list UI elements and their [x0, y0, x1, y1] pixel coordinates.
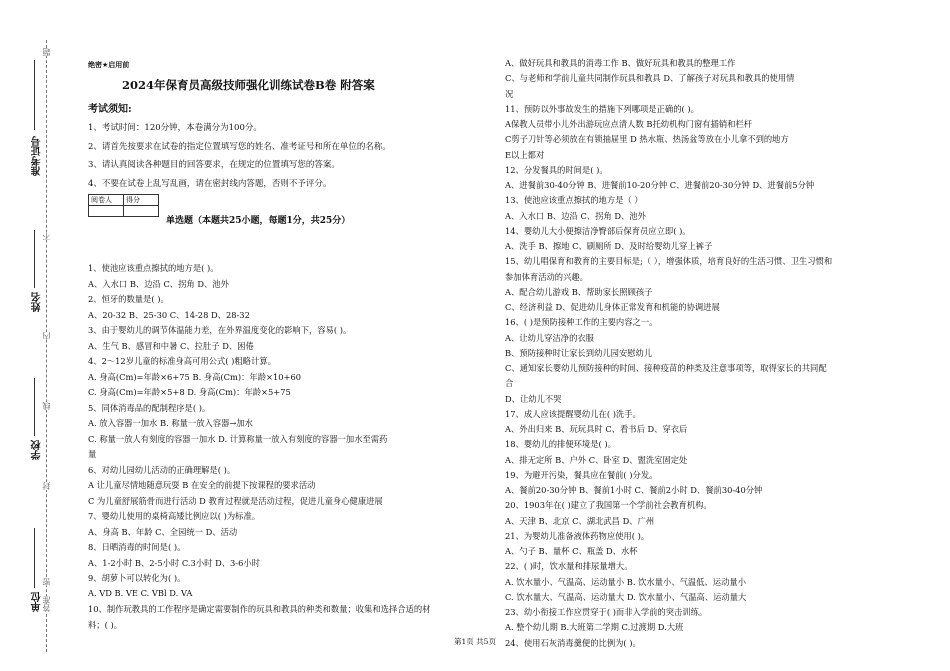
question-line: B、预防接种时让家长到幼儿园安慰幼儿: [505, 347, 653, 358]
score-input[interactable]: [124, 206, 159, 217]
instruction-item: 4、不要在试卷上乱写乱画，请在密封线内答题，否则不予评分。: [88, 179, 332, 189]
question-line: A. 饮水量小、气温高、运动量小 B. 饮水量小、气温低、运动量小: [505, 576, 746, 587]
question-line: 20、1903年在( )建立了我国第一个学前社会教育机构。: [505, 500, 712, 511]
question-line: A保教人员带小儿外出游玩应点清人数 B托幼机构门窗有插销和栏杆: [505, 119, 753, 129]
question-line: A、20-32 B、25-30 C、14-28 D、28-32: [88, 309, 250, 320]
question-line: A、餐前20-30分钟 B、餐前1小时 C、餐前2小时 D、餐前30-40分钟: [505, 485, 763, 495]
question-line: 14、婴幼儿大小便擦洁净臀部后保育员应立即( )。: [505, 225, 691, 236]
name-label: 姓名: [32, 292, 43, 312]
question-line: 3、由于婴幼儿的调节体温能力差，在外界温度变化的影响下，容易( )。: [88, 325, 352, 335]
question-line: A、身高 B、年龄 C、全园统一 D、活动: [88, 526, 238, 537]
question-line: 12、分发餐具的时间是( )。: [505, 164, 608, 175]
question-line: D、让幼儿不哭: [505, 393, 562, 404]
question-line: 21、为婴幼儿准备液体药物应使用( )。: [505, 530, 650, 541]
question-line: E以上都对: [505, 149, 545, 160]
question-line: A. 整个幼儿期 B.大班第二学期 C.过渡期 D.大班: [505, 622, 684, 633]
question-line: A、外出归来 B、玩玩具时 C、看书后 D、穿衣后: [505, 424, 688, 434]
question-line: C 为儿童舒展筋骨而进行活动 D 教育过程就是活动过程，促进儿童身心健康进展: [88, 495, 383, 506]
question-line: 2、恒牙的数量是( )。: [88, 294, 169, 304]
question-line: A、生气 B、感冒和中暑 C、拉肚子 D、困倦: [88, 340, 254, 351]
seal-dashed-line: [46, 40, 47, 652]
instruction-item: 2、请首先按要求在试卷的指定位置填写您的姓名、准考证号和所在单位的名称。: [88, 142, 391, 152]
exam-id-label: 准考证号: [32, 136, 43, 176]
grader-input[interactable]: [89, 206, 124, 217]
question-line: 7、婴幼儿使用的桌椅高矮比例应以( )为标准。: [88, 511, 261, 521]
question-line: A、勺子 B、量杯 C、瓶盖 D、水杯: [505, 546, 638, 556]
question-line: 11、预防以外事故发生的措施下列哪项是正确的( )。: [505, 103, 699, 114]
question-line: C、与老师和学前儿童共同制作玩具和教具 D、了解孩子对玩具和教具的使用情: [505, 73, 795, 84]
question-line: A、1-2小时 B、2-5小时 C.3小时 D、3-6小时: [88, 557, 260, 568]
question-line: C. 称量一放人有刻度的容器一加水 D. 计算称量一放入有刻度的容器一加水至需药: [88, 433, 388, 444]
seal-mark: 不: [42, 232, 51, 240]
question-line: 23、幼小衔接工作应贯穿于( )而非入学前的突击训练。: [505, 607, 708, 617]
question-line: 24、使用石灰消毒羹便的比例为( )。: [505, 637, 641, 648]
seal-mark: 线: [42, 402, 51, 410]
seal-mark: 准: [42, 596, 51, 604]
question-line: A、让幼儿穿洁净的衣服: [505, 332, 594, 343]
question-line: 13、使池应该重点擦拭的地方是（ ）: [505, 195, 643, 206]
instruction-item: 1、考试时间：120分钟，本卷满分为100分。: [88, 123, 262, 133]
question-line: A、配合幼儿游戏 B、帮助家长照顾孩子: [505, 286, 653, 297]
question-line: A、入水口 B、边沿 C、拐角 D、池外: [88, 278, 229, 289]
page-title: 2024年保育员高级技师强化训练试卷B卷 附答案: [122, 78, 375, 92]
question-line: A 让儿童尽情地随意玩耍 B 在安全的前提下按课程的要求活动: [88, 480, 316, 490]
question-line: A. 放入容器一加水 B. 称量一放入容器→加水: [88, 418, 253, 428]
question-line: C. 饮水量大、气温高、运动量大 D. 饮水量小、气温高、运动量大: [505, 591, 747, 602]
seal-mark: 题: [42, 48, 51, 56]
question-line: 量: [88, 449, 97, 459]
unit-blank: [34, 528, 35, 588]
secret-mark: 绝密★启用前: [88, 61, 130, 69]
question-line: 16、( )是预防接种工作的主要内容之一。: [505, 317, 658, 328]
question-line: A、排无定所 B、户外 C、卧室 D、盥洗室固定处: [505, 454, 688, 465]
question-line: 19、为避开污染，餐具应在餐前( )分发。: [505, 469, 658, 480]
question-line: 6、对幼儿园幼儿活动的正确理解是( )。: [88, 464, 236, 475]
question-line: A、做好玩具和教具的消毒工作 B、做好玩具和教具的整理工作: [505, 58, 736, 68]
school-blank: [34, 378, 35, 436]
question-line: C、经济利益 D、促进幼儿身体正常发育和机能的协调进展: [505, 302, 720, 312]
instructions-heading: 考试须知:: [88, 104, 132, 115]
school-label: 学校: [32, 440, 43, 460]
question-line: 22、( )时，饮水量和排尿量增大。: [505, 561, 633, 572]
question-line: 17、成人应该提醒婴幼儿在( )洗手。: [505, 408, 641, 419]
question-line: 5、同体消毒品的配制程序是( )。: [88, 402, 211, 413]
unit-label: 单位: [32, 592, 43, 612]
binding-margin: [0, 0, 62, 671]
question-line: A. VD B. VE C. VBl D. VA: [88, 587, 193, 598]
score-cell: 得分: [124, 195, 159, 206]
question-line: A、洗手 B、擦地 C、刷厕所 D、及时给婴幼儿穿上裤子: [505, 241, 713, 251]
question-line: 合: [505, 378, 514, 389]
question-line: 1、使池应该重点擦拭的地方是( )。: [88, 263, 219, 273]
question-line: 18、婴幼儿的排便环境是( )。: [505, 439, 616, 450]
question-line: C剪子刀针等必须放在有锁抽屉里 D 热水瓶、热汤盆等放在小儿拿不到的地方: [505, 134, 789, 145]
seal-mark: 答: [42, 604, 51, 612]
question-line: 10、制作玩教具的工作程序是确定需要制作的玩具和教具的种类和数量；收集和选择合适的材: [88, 604, 431, 614]
section-heading: 单选题（本题共25小题，每题1分，共25分）: [166, 216, 351, 226]
question-line: 4、2～12岁儿童的标准身高可用公式( )粗略计算。: [88, 356, 276, 366]
page-footer: 第1页 共5页: [454, 637, 496, 646]
question-line: C、通知家长婴幼儿预防接种的时间、接种疫苗的种类及注意事项等，取得家长的共同配: [505, 363, 827, 373]
question-line: 9、胡萝卜可以转化为( )。: [88, 573, 186, 583]
grader-cell: 阅卷人: [89, 195, 124, 206]
name-blank: [34, 230, 35, 288]
question-line: A、入水口 B、边沿 C、拐角 D、池外: [505, 210, 646, 221]
question-line: C. 身高(Cm)=年龄×5+8 D. 身高(Cm)：年龄×5+75: [88, 387, 291, 397]
score-table: [88, 194, 159, 217]
question-line: A. 身高(Cm)=年龄×6+75 B. 身高(Cm)：年龄×10+60: [88, 371, 302, 382]
question-line: 料；( )。: [88, 619, 123, 630]
question-line: A、进餐前30-40分钟 B、进餐前10-20分钟 C、进餐前20-30分钟 D、进餐前5分钟: [505, 180, 815, 190]
exam-id-blank: [34, 60, 35, 130]
question-line: 15、幼儿唱保育和教育的主要目标是;（ ），增强体质，培育良好的生活习惯、卫生习惯和: [505, 256, 833, 267]
question-line: 况: [505, 88, 514, 99]
question-line: 8、日晒消毒的时间是( )。: [88, 542, 186, 552]
question-line: A、天津 B、北京 C、湖北武昌 D、广州: [505, 515, 655, 526]
seal-mark: 内: [42, 332, 51, 340]
question-line: 参加体育活动的兴趣。: [505, 271, 588, 282]
seal-mark: 密: [42, 578, 51, 586]
seal-mark: 封: [42, 482, 51, 490]
instruction-item: 3、请认真阅读各种题目的回答要求，在规定的位置填写您的答案。: [88, 160, 340, 170]
